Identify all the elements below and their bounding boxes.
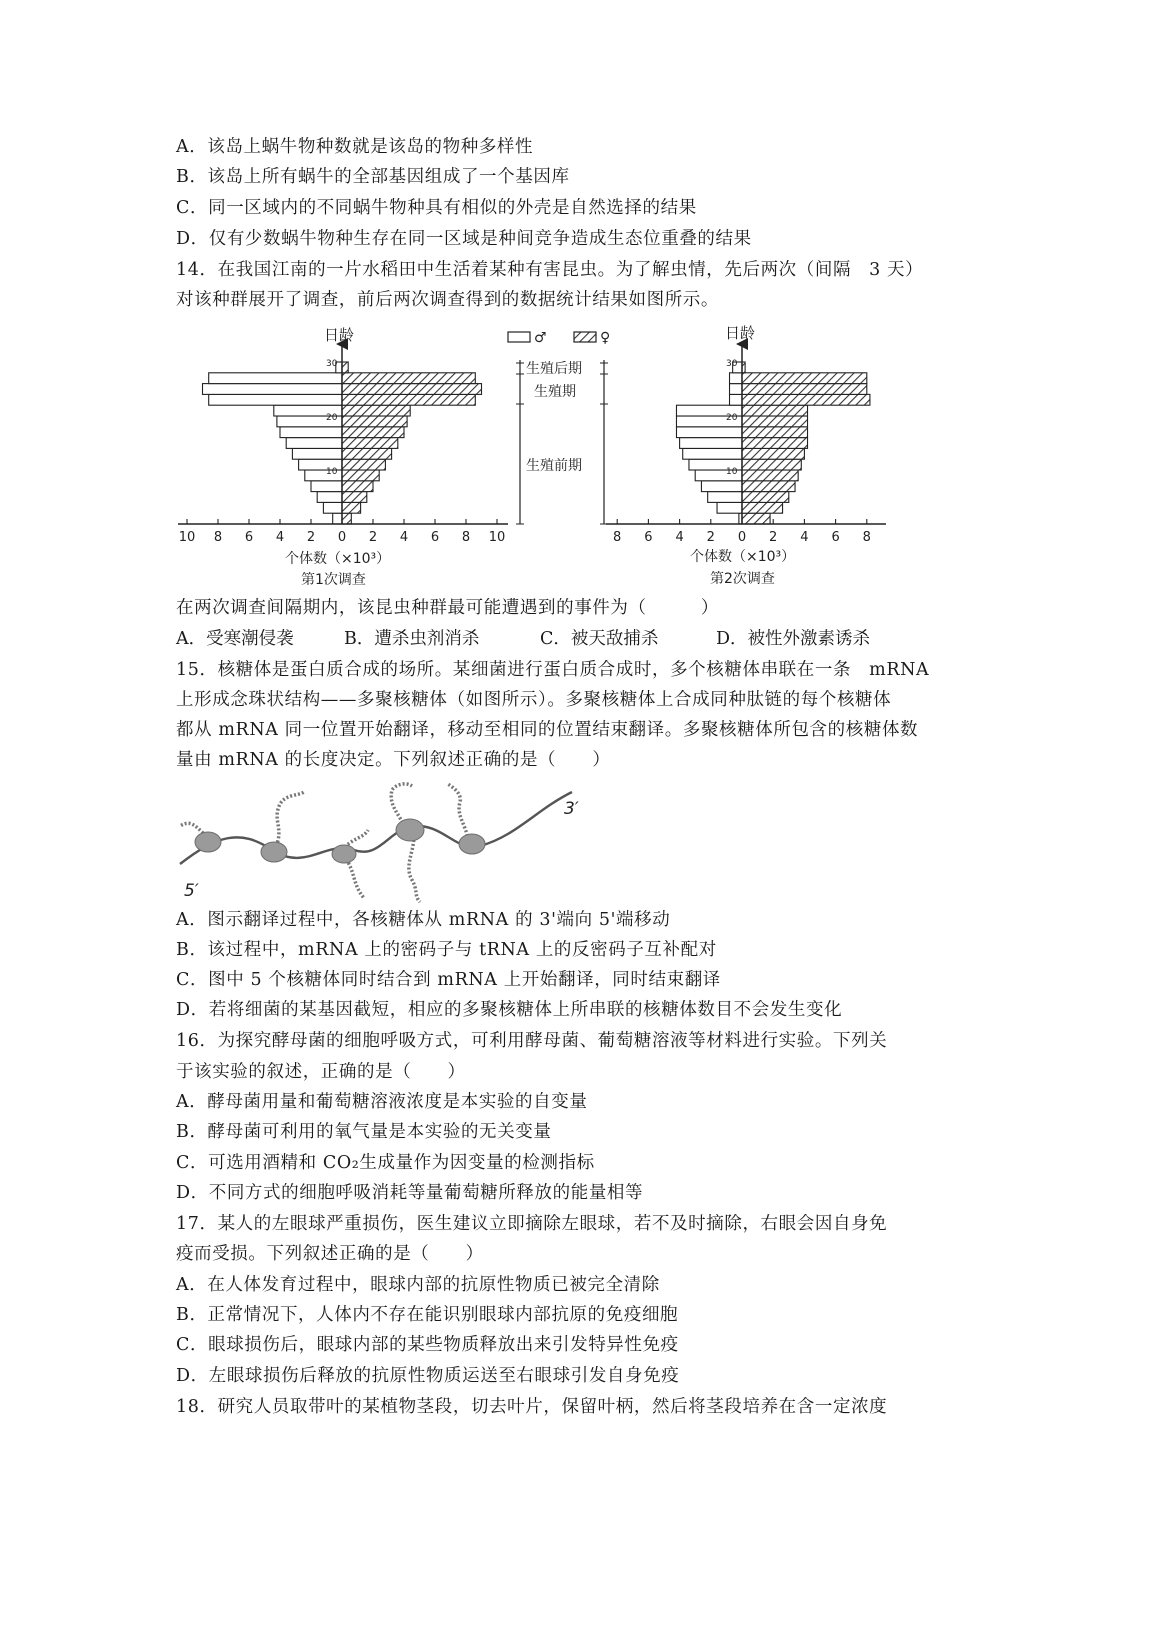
x-tick-label: 6 — [644, 530, 653, 545]
x-tick-label: 4 — [800, 530, 809, 545]
ribosome-4 — [396, 819, 424, 841]
x-tick-label: 2 — [769, 530, 778, 545]
q13-option-d: D．仅有少数蜗牛物种生存在同一区域是种间竞争造成生态位重叠的结果 — [176, 229, 752, 249]
q17-stem-1: 17．某人的左眼球严重损伤，医生建议立即摘除左眼球，若不及时摘除，右眼会因自身免 — [176, 1214, 888, 1234]
bar-male-17-18 — [280, 427, 342, 438]
stage-repro-label: 生殖期 — [534, 384, 576, 400]
bar-female-5-6 — [342, 492, 367, 503]
bar-female-11-12 — [342, 459, 385, 470]
bar-male-25-26 — [730, 384, 742, 395]
bar-female-7-8 — [742, 481, 795, 492]
x-axis-label-2: 个体数（×10³） — [690, 549, 796, 565]
bar-female-3-4 — [742, 502, 783, 513]
caption-survey-1: 第1次调查 — [301, 572, 366, 588]
x-tick-label: 4 — [275, 530, 285, 545]
polyribosome-figure — [176, 780, 616, 904]
bar-female-23-24 — [342, 394, 475, 405]
survey-1-chart — [178, 344, 508, 545]
x-tick-label: 8 — [862, 530, 871, 545]
q15-option-c: C．图中 5 个核糖体同时结合到 mRNA 上开始翻译，同时结束翻译 — [176, 970, 721, 990]
bar-female-19-20 — [742, 416, 808, 427]
bar-female-23-24 — [742, 394, 870, 405]
bar-male-3-4 — [717, 502, 742, 513]
ribosomes — [195, 819, 485, 863]
x-tick-label: 6 — [430, 530, 440, 545]
q13-option-c: C．同一区域内的不同蜗牛物种具有相似的外壳是自然选择的结果 — [176, 198, 697, 218]
q16-option-c: C．可选用酒精和 CO₂生成量作为因变量的检测指标 — [176, 1153, 595, 1173]
bar-female-25-26 — [342, 384, 482, 395]
q14-option-c: C．被天敌捕杀 — [540, 629, 659, 649]
bar-female-15-16 — [742, 438, 808, 449]
q13-option-a: A．该岛上蜗牛物种数就是该岛的物种多样性 — [176, 137, 534, 157]
q15-stem-3: 都从 mRNA 同一位置开始翻译，移动至相同的位置结束翻译。多聚核糖体所包含的核糖体数 — [176, 720, 919, 740]
bar-female-7-8 — [342, 481, 373, 492]
peptide-chain-6 — [409, 836, 420, 902]
bar-female-3-4 — [342, 502, 361, 513]
q14-option-b: B．遭杀虫剂消杀 — [344, 629, 480, 649]
x-tick-label: 2 — [306, 530, 316, 545]
bar-female-27-28 — [742, 373, 867, 384]
y-tick-label: 30 — [726, 359, 738, 369]
x-tick-label: 4 — [399, 530, 409, 545]
y-tick-label: 20 — [326, 413, 338, 423]
legend-female-label: ♀ — [600, 330, 611, 346]
q16-option-d: D．不同方式的细胞呼吸消耗等量葡萄糖所释放的能量相等 — [176, 1183, 644, 1203]
q15-stem-2: 上形成念珠状结构——多聚核糖体（如图所示）。多聚核糖体上合成同种肽链的每个核糖体 — [176, 690, 892, 710]
bar-female-25-26 — [742, 384, 867, 395]
peptide-chains — [180, 784, 468, 902]
bar-male-7-8 — [311, 481, 342, 492]
q14-options — [176, 628, 870, 650]
bar-male-5-6 — [708, 492, 742, 503]
bar-female-17-18 — [742, 427, 808, 438]
bar-female-21-22 — [342, 405, 410, 416]
x-tick-label: 8 — [461, 530, 471, 545]
stage-pre-label: 生殖前期 — [526, 458, 582, 474]
x-tick-label: 6 — [244, 530, 254, 545]
y-tick-label: 10 — [326, 467, 338, 477]
bar-female-9-10 — [342, 470, 379, 481]
stage-annotations — [516, 360, 608, 524]
mrna-strand — [180, 792, 572, 864]
q15-stem-4: 量由 mRNA 的长度决定。下列叙述正确的是（ ） — [176, 750, 611, 770]
x-tick-label: 8 — [213, 530, 223, 545]
q17-option-d: D．左眼球损伤后释放的抗原性物质运送至右眼球引发自身免疫 — [176, 1366, 680, 1386]
y-tick-label: 20 — [726, 413, 738, 423]
bar-female-17-18 — [342, 427, 404, 438]
label-5-prime: 5′ — [184, 881, 199, 901]
bar-male-25-26 — [203, 384, 343, 395]
q16-option-a: A．酵母菌用量和葡萄糖溶液浓度是本实验的自变量 — [176, 1092, 588, 1112]
q16-option-b: B．酵母菌可利用的氧气量是本实验的无关变量 — [176, 1122, 552, 1142]
x-tick-label: 2 — [706, 530, 715, 545]
bar-male-7-8 — [701, 481, 742, 492]
q15-option-a: A．图示翻译过程中，各核糖体从 mRNA 的 3'端向 5'端移动 — [176, 910, 671, 930]
bar-male-1-2 — [333, 513, 342, 524]
x-tick-label: 6 — [831, 530, 840, 545]
bar-female-21-22 — [742, 405, 808, 416]
bar-female-9-10 — [742, 470, 798, 481]
q14-stem-1: 14．在我国江南的一片水稻田中生活着某种有害昆虫。为了解虫情，先后两次（间隔 3 天） — [176, 260, 924, 280]
x-tick-label: 4 — [675, 530, 684, 545]
bar-female-11-12 — [742, 459, 801, 470]
bar-male-13-14 — [292, 448, 342, 459]
label-3-prime: 3′ — [564, 799, 579, 819]
bar-male-27-28 — [209, 373, 342, 384]
bar-male-5-6 — [317, 492, 342, 503]
q17-option-b: B．正常情况下，人体内不存在能识别眼球内部抗原的免疫细胞 — [176, 1305, 679, 1325]
x-tick-label: 2 — [368, 530, 378, 545]
x-axis-label-1: 个体数（×10³） — [285, 551, 391, 567]
q17-option-c: C．眼球损伤后，眼球内部的某些物质释放出来引发特异性免疫 — [176, 1335, 679, 1355]
legend-female-swatch — [574, 332, 596, 342]
bar-female-5-6 — [742, 492, 789, 503]
peptide-chain-2 — [276, 792, 304, 846]
stage-post-label: 生殖后期 — [526, 361, 582, 377]
bar-male-15-16 — [680, 438, 742, 449]
bar-female-13-14 — [342, 448, 392, 459]
q15-option-b: B．该过程中，mRNA 上的密码子与 tRNA 上的反密码子互补配对 — [176, 940, 717, 960]
bar-male-23-24 — [730, 394, 742, 405]
q14-stem-2: 对该种群展开了调查，前后两次调查得到的数据统计结果如图所示。 — [176, 290, 719, 310]
q14-question: 在两次调查间隔期内，该昆虫种群最可能遭遇到的事件为（ ） — [176, 598, 719, 618]
x-tick-label: 10 — [178, 530, 196, 545]
y-axis-label-1: 日龄 — [324, 326, 355, 344]
survey-2-chart — [606, 344, 886, 545]
legend-male-swatch — [508, 332, 530, 342]
bar-male-27-28 — [730, 373, 742, 384]
ribosome-5 — [459, 834, 485, 854]
q17-stem-2: 疫而受损。下列叙述正确的是（ ） — [176, 1244, 484, 1264]
x-tick-label: 0 — [337, 530, 347, 545]
q14-option-a: A．受寒潮侵袭 — [176, 629, 294, 649]
q15-option-d: D．若将细菌的某基因截短，相应的多聚核糖体上所串联的核糖体数目不会发生变化 — [176, 1000, 843, 1020]
bar-female-27-28 — [342, 373, 475, 384]
x-tick-label: 10 — [488, 530, 506, 545]
legend-male-label: ♂ — [534, 330, 547, 346]
q16-stem-1: 16．为探究酵母菌的细胞呼吸方式，可利用酵母菌、葡萄糖溶液等材料进行实验。下列关 — [176, 1031, 888, 1051]
ribosome-3 — [332, 845, 356, 863]
bar-male-17-18 — [676, 427, 742, 438]
bar-female-19-20 — [342, 416, 407, 427]
bar-male-13-14 — [683, 448, 742, 459]
bar-male-23-24 — [209, 394, 342, 405]
x-tick-label: 8 — [613, 530, 622, 545]
q15-stem-1: 15．核糖体是蛋白质合成的场所。某细菌进行蛋白质合成时，多个核糖体串联在一条 mRNA — [176, 660, 930, 680]
x-tick-label: 0 — [737, 530, 747, 545]
legend — [508, 330, 610, 346]
bar-male-3-4 — [323, 502, 342, 513]
age-pyramid-figure — [170, 318, 900, 594]
bar-male-15-16 — [286, 438, 342, 449]
bar-female-1-2 — [742, 513, 770, 524]
q13-option-b: B．该岛上所有蜗牛的全部基因组成了一个基因库 — [176, 167, 570, 187]
y-tick-label: 10 — [726, 467, 738, 477]
q16-stem-2: 于该实验的叙述，正确的是（ ） — [176, 1062, 466, 1082]
y-axis-label-2: 日龄 — [725, 324, 756, 342]
ribosome-2 — [261, 842, 287, 862]
q14-option-d: D．被性外激素诱杀 — [716, 629, 871, 649]
y-tick-label: 30 — [326, 359, 338, 369]
q17-option-a: A．在人体发育过程中，眼球内部的抗原性物质已被完全清除 — [176, 1275, 660, 1295]
ribosome-1 — [195, 832, 221, 852]
bar-female-13-14 — [742, 448, 804, 459]
bar-female-29-30 — [342, 362, 348, 373]
bar-female-15-16 — [342, 438, 398, 449]
q18-stem-1: 18．研究人员取带叶的某植物茎段，切去叶片，保留叶柄，然后将茎段培养在含一定浓度 — [176, 1397, 888, 1417]
caption-survey-2: 第2次调查 — [710, 571, 775, 587]
peptide-chain-7 — [448, 784, 468, 840]
bar-female-1-2 — [342, 513, 351, 524]
